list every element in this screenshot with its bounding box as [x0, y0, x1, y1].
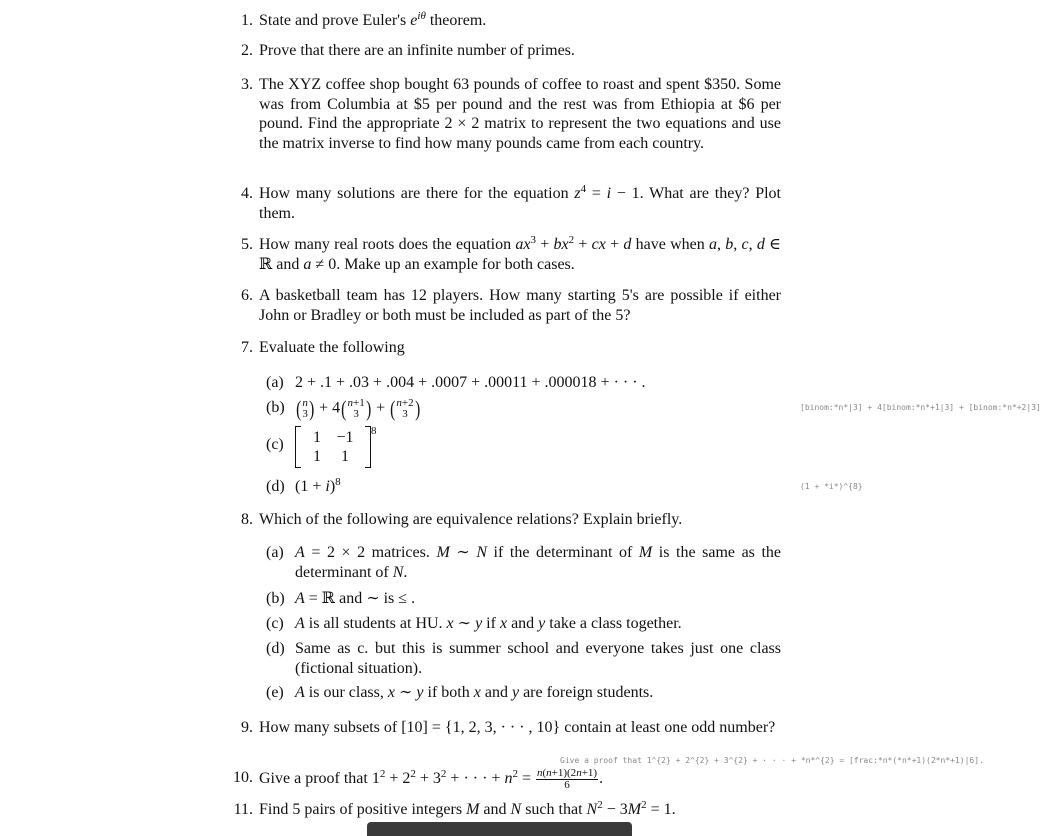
subproblem-8a [266, 543, 781, 582]
subproblem-text: A is our class, x ∼ y if both x and y are foreign students. [295, 684, 654, 701]
problem-number: 1. [241, 12, 253, 29]
subproblem-text: ( n 3 ) + 4 ( n+1 3 ) + ( n+2 3 ) [296, 396, 420, 421]
viewer-toolbar[interactable] [367, 822, 632, 836]
problem-text: A basketball team has 12 players. How many starting 5's are possible if either John or Bradley or both must be included as part of the 5? [259, 287, 781, 324]
problem-number: 8. [241, 511, 253, 528]
problem-number: 10. [233, 769, 253, 786]
problem-number: 3. [241, 76, 253, 93]
subproblem-text: A = ℝ and ∼ is ≤ . [295, 590, 416, 607]
subproblem-text: Same as c. but this is summer school and everyone takes just one class (fictional situation). [295, 640, 781, 677]
subproblem-8b [266, 589, 781, 609]
problem-1 [230, 11, 781, 31]
problem-10 [230, 768, 781, 791]
fraction: $\frac{n(n+1)(2n+1)}{6}$ [536, 767, 598, 791]
subproblem-label: (d) [266, 478, 285, 495]
subproblem-text: $(1 + i)^8$ [295, 476, 341, 495]
problem-text: How many solutions are there for the equation $z^4 = i - 1$. What are they? Plot them. [259, 183, 781, 222]
matrix [295, 426, 377, 468]
subproblem-8d [266, 639, 781, 678]
problem-text: How many subsets of [10] = {1, 2, 3, · · · , 10} contain at least one odd number? [259, 719, 776, 736]
problem-3 [230, 75, 781, 153]
binomial: ( n+1 3 ) [341, 396, 371, 421]
problem-number: 9. [241, 719, 253, 736]
subproblem-label: (d) [266, 640, 285, 657]
subproblem-7d-source: (1 + *i*)^{8} [800, 482, 863, 491]
subproblem-text: A is all students at HU. x ∼ y if x and y take a class together. [295, 615, 682, 632]
subproblem-label: (e) [266, 684, 284, 701]
problem-number: 5. [241, 236, 253, 253]
problem-number: 11. [233, 801, 253, 818]
problem-8 [230, 510, 781, 530]
problem-9 [230, 718, 781, 738]
problem-number: 7. [241, 339, 253, 356]
problem-7 [230, 338, 781, 358]
problem-10-source: Give a proof that 1^{2} + 2^{2} + 3^{2} + · · · + *n*^{2} = [frac:*n*(*n*+1)(2*n*+1)|6]. [560, 756, 984, 765]
subproblem-7a [266, 373, 781, 393]
problem-6 [230, 286, 781, 325]
problem-text: Evaluate the following [259, 339, 405, 356]
problem-4 [230, 184, 781, 223]
problem-number: 6. [241, 287, 253, 304]
matrix-exponent: 8 [371, 425, 377, 437]
problem-number: 2. [241, 42, 253, 59]
subproblem-label: (a) [266, 374, 284, 391]
subproblem-label: (c) [266, 615, 284, 632]
subproblem-label: (b) [266, 399, 285, 416]
subproblem-7b-source: [binom:*n*|3] + 4[binom:*n*+1|3] + [binom:*n*+2|3] [800, 403, 1041, 412]
subproblem-text: A = 2 × 2 matrices. M ∼ N if the determinant of M is the same as the determinant of N. [295, 544, 782, 581]
problem-text: State and prove Euler's $e^{i\theta}$ theorem. [259, 10, 487, 29]
problem-2 [230, 41, 781, 61]
subproblem-8c [266, 614, 781, 634]
subproblem-7d [266, 477, 781, 497]
problem-text: Prove that there are an infinite number of primes. [259, 42, 575, 59]
problem-text: Find 5 pairs of positive integers M and N such that $N^2 - 3M^2 = 1$. [259, 799, 676, 818]
matrix-cell: 1 [313, 448, 321, 465]
subproblem-text: 2 + .1 + .03 + .004 + .0007 + .00011 + .000018 + · · · . [295, 374, 646, 391]
problem-text: Which of the following are equivalence relations? Explain briefly. [259, 511, 683, 528]
subproblem-8e [266, 683, 781, 703]
binomial: ( n+2 3 ) [390, 396, 420, 421]
subproblem-7b [266, 398, 781, 420]
subproblem-label: (c) [266, 436, 284, 453]
problem-11 [230, 800, 781, 820]
problem-text: How many real roots does the equation $ax^3 + bx^2$ + cx + d have when a, b, c, d ∈ ℝ and a ≠ 0. Make up an example for both cases. [259, 234, 782, 273]
subproblem-label: (b) [266, 590, 285, 607]
problem-text: The XYZ coffee shop bought 63 pounds of coffee to roast and spent $350. Some was from Columbia at $5 per pound and the rest was from Ethiopia at $6 per pound. Find the appropriate 2 × 2 matrix to represent the two equations and use the matrix inverse to find how many pounds came from each country. [259, 76, 781, 152]
matrix-expression [295, 426, 781, 468]
problem-5 [230, 235, 781, 274]
matrix-cell: −1 [336, 429, 354, 446]
matrix-cell: 1 [313, 429, 321, 446]
problem-number: 4. [241, 185, 253, 202]
subproblem-label: (a) [266, 544, 284, 561]
matrix-cell: 1 [341, 448, 349, 465]
problem-text: Give a proof that $1^2 + 2^2 + 3^2$ + · · · + $n^2$ = $\frac{n(n+1)(2n+1)}{6}$ . [259, 767, 604, 791]
binomial: ( n 3 ) [296, 396, 315, 421]
subproblem-7c [266, 426, 781, 468]
